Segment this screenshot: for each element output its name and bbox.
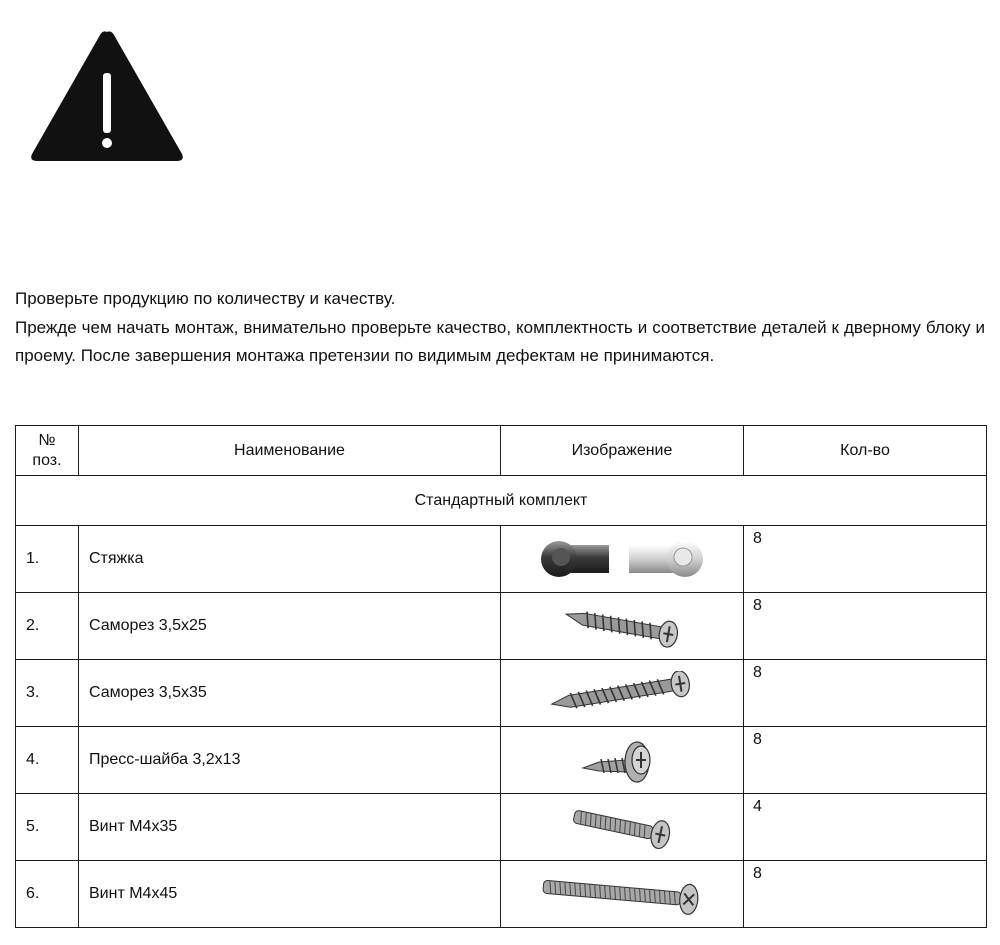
row-number: 2.: [16, 593, 79, 660]
table-row: [16, 593, 987, 660]
row-name: Саморез 3,5х35: [79, 660, 501, 727]
press-washer-screw-icon: [577, 736, 667, 784]
row-number: 6.: [16, 861, 79, 928]
row-quantity: 8: [744, 660, 987, 727]
row-number: 1.: [16, 526, 79, 593]
notice-line-check: Проверьте продукцию по количеству и качеству.: [15, 289, 396, 308]
header-position: № поз.: [16, 426, 79, 476]
row-name: Винт М4х45: [79, 861, 501, 928]
table-row: [16, 794, 987, 861]
row-quantity: 8: [744, 861, 987, 928]
table-row: [16, 861, 987, 928]
parts-table: [15, 425, 987, 928]
tie-connector-icon: [537, 537, 707, 581]
notice-line-installation: Прежде чем начать монтаж, внимательно проверьте качество, комплектность и соответствие деталей к дверному блоку и проему. После завершения монтажа претензии по видимым дефектам не принимаются.: [15, 317, 985, 365]
machine-screw-short-icon: [567, 804, 677, 850]
row-name: Винт М4х35: [79, 794, 501, 861]
row-number: 3.: [16, 660, 79, 727]
table-row: [16, 526, 987, 593]
row-quantity: 4: [744, 794, 987, 861]
header-image: Изображение: [501, 426, 744, 476]
notice-text: [15, 285, 985, 371]
header-quantity: Кол-во: [744, 426, 987, 476]
self-tapping-screw-long-icon: [547, 671, 697, 715]
row-name: Стяжка: [79, 526, 501, 593]
header-name: Наименование: [79, 426, 501, 476]
self-tapping-screw-short-icon: [557, 604, 687, 648]
machine-screw-long-icon: [539, 871, 705, 917]
section-title: Стандартный комплект: [16, 476, 987, 526]
warning-triangle-icon: [28, 26, 186, 166]
row-number: 5.: [16, 794, 79, 861]
row-name: Саморез 3,5х25: [79, 593, 501, 660]
table-row: [16, 727, 987, 794]
row-quantity: 8: [744, 727, 987, 794]
table-header-row: [16, 426, 987, 476]
row-quantity: 8: [744, 526, 987, 593]
row-quantity: 8: [744, 593, 987, 660]
table-row: [16, 660, 987, 727]
row-number: 4.: [16, 727, 79, 794]
row-name: Пресс-шайба 3,2х13: [79, 727, 501, 794]
section-row: [16, 476, 987, 526]
